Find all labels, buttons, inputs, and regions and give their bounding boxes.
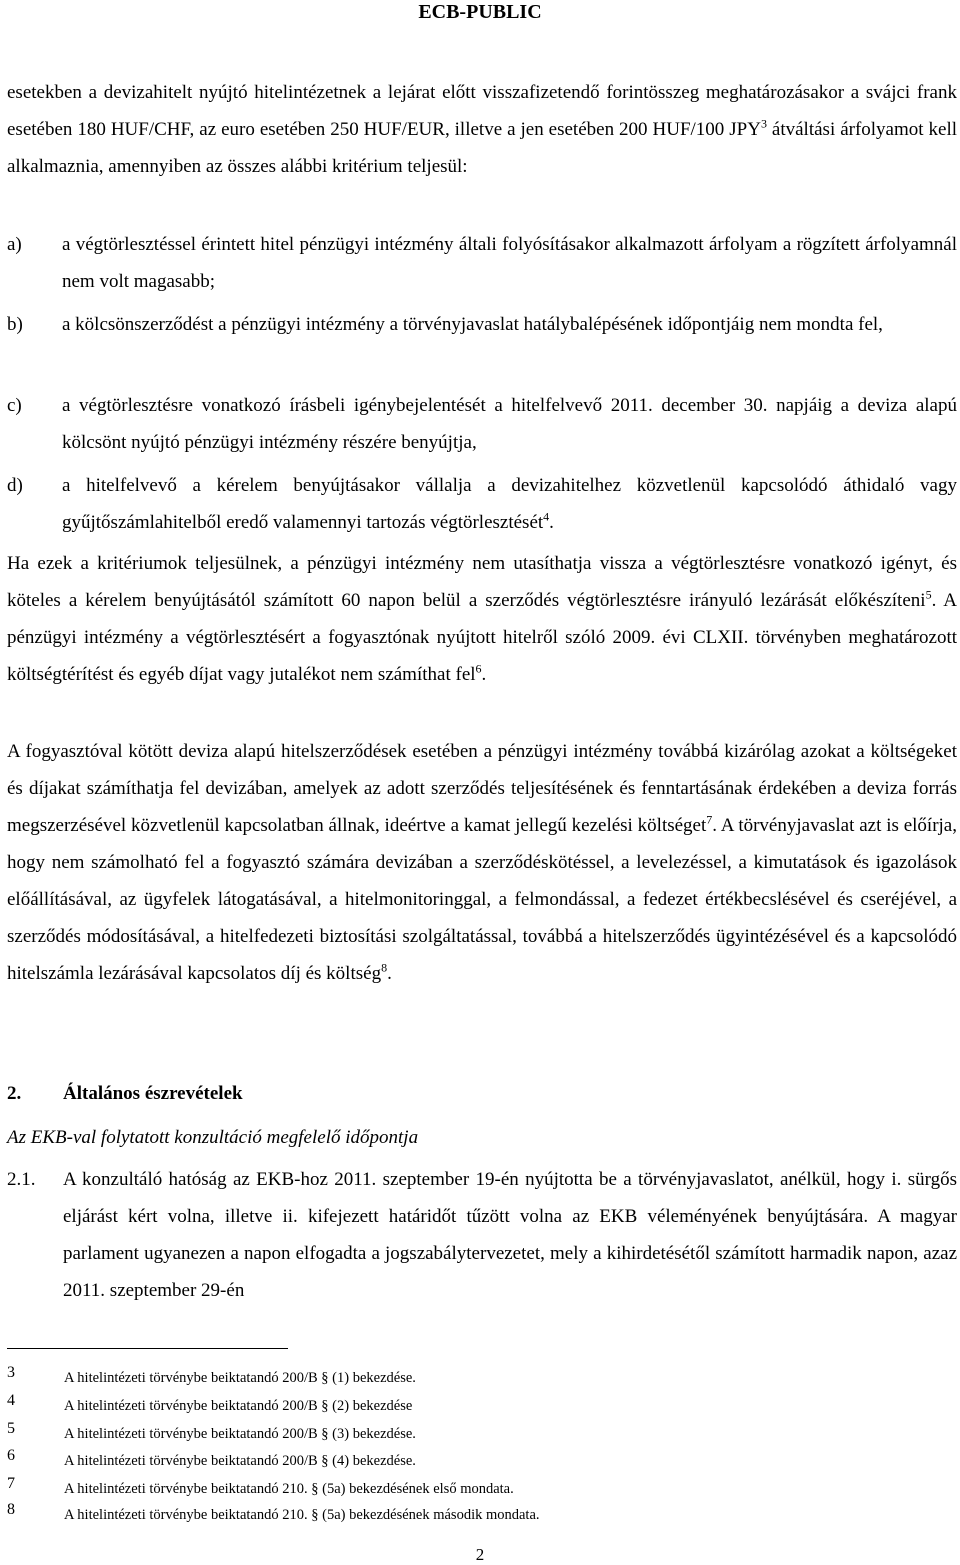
footnote-text: A hitelintézeti törvénybe beiktatandó 200/B § (3) bekezdése. [64,1426,416,1442]
criterion-d-body: a hitelfelvevő a kérelem benyújtásakor vállalja a devizahitelhez közvetlenül kapcsolódó áthidaló vagy gyűjtőszámlahitelből eredő valamennyi tartozás végtörlesztését [62,475,957,533]
criterion-text: a végtörlesztéssel érintett hitel pénzügyi intézmény általi folyósításakor alkalmazott árfolyam a rögzített árfolyamnál nem volt magasabb; [62,234,957,292]
intro-paragraph [7,74,957,185]
paragraph-2-part3: . [481,664,487,685]
footnote-number: 5 [7,1420,15,1437]
footnote-ref-6[interactable]: 6 [475,661,482,676]
footnote-number: 7 [7,1475,15,1492]
footnote-text: A hitelintézeti törvénybe beiktatandó 210. § (5a) bekezdésének első mondata. [64,1481,514,1497]
criterion-text: a végtörlesztésre vonatkozó írásbeli igénybejelentését a hitelfelvevő 2011. december 30. napjáig a deviza alapú kölcsönt nyújtó pénzügyi intézmény részére benyújtja, [62,395,957,453]
footnote-ref-4[interactable]: 4 [543,509,550,524]
criterion-marker: d) [7,475,23,496]
section-item-number: 2.1. [7,1169,36,1190]
footnote-number: 4 [7,1392,15,1409]
document-classification: ECB-PUBLIC [418,1,542,23]
footnote-separator [7,1348,288,1349]
paragraph-3-part3: . [387,963,392,984]
paragraph-2-part1: Ha ezek a kritériumok teljesülnek, a pénzügyi intézmény nem utasíthatja vissza a végtörlesztésre vonatkozó igényt, és köteles a kérelem benyújtásától számított 60 napon belül a szerződés végtörlesztésre irányuló lezárását előkészíteni [7,553,957,611]
section-item-text: A konzultáló hatóság az EKB-hoz 2011. szeptember 19-én nyújtotta be a törvényjavaslatot, anélkül, hogy i. sürgős eljárást kért volna, illetve ii. kifejezett határidőt tűzött volna az EKB véleményének benyújtására. A magyar parlament ugyanezen a napon elfogadta a jogszabálytervezetet, mely a kihirdetésétől számított harmadik napon, azaz 2011. szeptember 29-én [63,1169,957,1301]
criterion-marker: b) [7,314,23,335]
footnote-text: A hitelintézeti törvénybe beiktatandó 200/B § (2) bekezdése [64,1398,413,1414]
footnote-number: 6 [7,1447,15,1464]
paragraph-3-part1: A fogyasztóval kötött deviza alapú hitelszerződések esetében a pénzügyi intézmény továbbá kizárólag azokat a költségeket és díjakat számíthatja fel devizában, amelyek az adott szerződés teljesítésének és fenntartásának érdekében a deviza forrás megszerzésével közvetlenül kapcsolatban állnak, ideértve a kamat jellegű kezelési költséget [7,741,957,836]
footnote-ref-3[interactable]: 3 [760,116,767,131]
footnote-number: 3 [7,1364,15,1381]
footnote-ref-7[interactable]: 7 [706,812,713,827]
paragraph-2-part2: . A pénzügyi intézmény a végtörlesztésért a fogyasztónak nyújtott hitelről szóló 2009. évi CLXII. törvényben meghatározott költségtérítést és egyéb díjat vagy jutalékot nem számíthat fel [7,590,957,685]
criterion-d-tail: . [549,512,554,533]
footnote-text: A hitelintézeti törvénybe beiktatandó 200/B § (4) bekezdése. [64,1453,416,1469]
section-title: Általános észrevételek [63,1083,243,1104]
footnote-ref-8[interactable]: 8 [381,960,388,975]
paragraph-3-part2: . A törvényjavaslat azt is előírja, hogy nem számolható fel a fogyasztó számára devizában a szerződéskötéssel, a levelezéssel, a kimutatások és igazolások előállításával, az ügyfelek látogatásával, a hitelmonitoringgal, a felmondással, a fedezet értékbecslésével és cseréjével, a szerződés módosításával, a hitelfedezeti biztosítási szolgáltatással, továbbá a hitelszerződés ügyintézésével és a kapcsolódó hitelszámla lezárásával kapcsolatos díj és költség [7,815,957,984]
section-heading [7,1082,243,1106]
footnote-number: 8 [7,1501,15,1518]
criterion-marker: a) [7,234,22,255]
intro-text-part1: esetekben a devizahitelt nyújtó hitelintézetnek a lejárat előtt visszafizetendő forintösszeg meghatározásakor a svájci frank esetében 180 HUF/CHF, az euro esetében 250 HUF/EUR, illetve a jen esetében 200 HUF/100 JPY [7,82,957,140]
criterion-marker: c) [7,395,22,416]
footnote-ref-5[interactable]: 5 [925,587,932,602]
footnote-text: A hitelintézeti törvénybe beiktatandó 200/B § (1) bekezdése. [64,1370,416,1386]
paragraph-3 [7,733,957,992]
page-number: 2 [475,1545,485,1564]
criterion-text [62,467,957,541]
intro-text-part2: átváltási árfolyamot kell alkalmaznia, amennyiben az összes alábbi kritérium teljesül: [7,119,957,177]
paragraph-2 [7,545,957,693]
section-subtitle: Az EKB-val folytatott konzultáció megfelelő időpontja [7,1127,419,1148]
criterion-text: a kölcsönszerződést a pénzügyi intézmény a törvényjavaslat hatálybalépésének időpontjáig nem mondta fel, [62,314,883,335]
footnote-text: A hitelintézeti törvénybe beiktatandó 210. § (5a) bekezdésének második mondata. [64,1507,540,1523]
section-number: 2. [7,1083,22,1104]
